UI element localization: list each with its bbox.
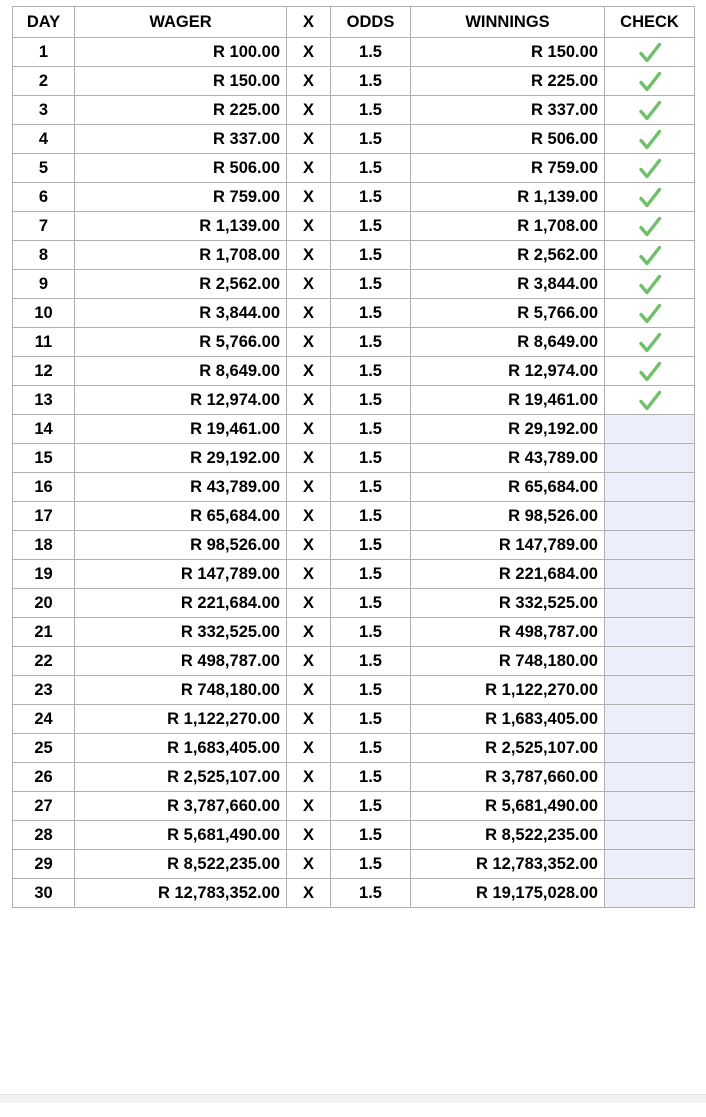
- table-row: [13, 299, 695, 328]
- cell-wager[interactable]: R 3,787,660.00: [75, 792, 287, 821]
- table-body: [13, 38, 695, 908]
- cell-winnings[interactable]: R 43,789.00: [411, 444, 605, 473]
- table-row: [13, 241, 695, 270]
- cell-check[interactable]: [605, 647, 695, 676]
- cell-multiplier[interactable]: X: [287, 125, 331, 154]
- check-mark-icon: [637, 69, 663, 95]
- cell-winnings[interactable]: R 1,122,270.00: [411, 676, 605, 705]
- bottom-shade: [0, 1095, 706, 1103]
- table-row: [13, 850, 695, 879]
- cell-odds[interactable]: 1.5: [331, 154, 411, 183]
- cell-day[interactable]: 21: [13, 618, 75, 647]
- cell-wager[interactable]: R 498,787.00: [75, 647, 287, 676]
- table-row: [13, 705, 695, 734]
- cell-odds[interactable]: 1.5: [331, 386, 411, 415]
- cell-winnings[interactable]: R 150.00: [411, 38, 605, 67]
- table-row: [13, 357, 695, 386]
- cell-odds[interactable]: 1.5: [331, 531, 411, 560]
- cell-odds[interactable]: 1.5: [331, 647, 411, 676]
- check-mark-icon: [637, 156, 663, 182]
- cell-day[interactable]: 3: [13, 96, 75, 125]
- cell-wager[interactable]: R 100.00: [75, 38, 287, 67]
- cell-winnings[interactable]: R 1,139.00: [411, 183, 605, 212]
- cell-wager[interactable]: R 221,684.00: [75, 589, 287, 618]
- table-row: [13, 879, 695, 908]
- table-row: [13, 444, 695, 473]
- cell-wager[interactable]: R 98,526.00: [75, 531, 287, 560]
- cell-check[interactable]: [605, 386, 695, 415]
- cell-day[interactable]: 10: [13, 299, 75, 328]
- cell-winnings[interactable]: R 2,562.00: [411, 241, 605, 270]
- cell-day[interactable]: 18: [13, 531, 75, 560]
- cell-check[interactable]: [605, 531, 695, 560]
- table-row: [13, 647, 695, 676]
- column-header-odds[interactable]: ODDS: [331, 7, 411, 38]
- check-mark-icon: [637, 243, 663, 269]
- cell-odds[interactable]: 1.5: [331, 850, 411, 879]
- cell-wager[interactable]: R 506.00: [75, 154, 287, 183]
- cell-day[interactable]: 27: [13, 792, 75, 821]
- cell-odds[interactable]: 1.5: [331, 792, 411, 821]
- cell-multiplier[interactable]: X: [287, 183, 331, 212]
- cell-odds[interactable]: 1.5: [331, 96, 411, 125]
- cell-odds[interactable]: 1.5: [331, 473, 411, 502]
- cell-wager[interactable]: R 225.00: [75, 96, 287, 125]
- cell-day[interactable]: 2: [13, 67, 75, 96]
- cell-wager[interactable]: R 759.00: [75, 183, 287, 212]
- cell-multiplier[interactable]: X: [287, 531, 331, 560]
- cell-wager[interactable]: R 748,180.00: [75, 676, 287, 705]
- cell-check[interactable]: [605, 792, 695, 821]
- cell-winnings[interactable]: R 98,526.00: [411, 502, 605, 531]
- cell-day[interactable]: 16: [13, 473, 75, 502]
- cell-multiplier[interactable]: X: [287, 676, 331, 705]
- cell-check[interactable]: [605, 212, 695, 241]
- cell-multiplier[interactable]: X: [287, 96, 331, 125]
- table-row: [13, 415, 695, 444]
- cell-wager[interactable]: R 1,683,405.00: [75, 734, 287, 763]
- cell-day[interactable]: 26: [13, 763, 75, 792]
- table-row: [13, 212, 695, 241]
- cell-winnings[interactable]: R 19,461.00: [411, 386, 605, 415]
- cell-multiplier[interactable]: X: [287, 357, 331, 386]
- cell-odds[interactable]: 1.5: [331, 241, 411, 270]
- cell-odds[interactable]: 1.5: [331, 589, 411, 618]
- cell-check[interactable]: [605, 734, 695, 763]
- cell-multiplier[interactable]: X: [287, 763, 331, 792]
- cell-odds[interactable]: 1.5: [331, 270, 411, 299]
- table-header-row: [13, 7, 695, 38]
- cell-day[interactable]: 23: [13, 676, 75, 705]
- cell-check[interactable]: [605, 560, 695, 589]
- cell-winnings[interactable]: R 337.00: [411, 96, 605, 125]
- cell-winnings[interactable]: R 1,683,405.00: [411, 705, 605, 734]
- cell-wager[interactable]: R 8,522,235.00: [75, 850, 287, 879]
- cell-winnings[interactable]: R 1,708.00: [411, 212, 605, 241]
- cell-day[interactable]: 5: [13, 154, 75, 183]
- cell-day[interactable]: 15: [13, 444, 75, 473]
- cell-day[interactable]: 19: [13, 560, 75, 589]
- table-row: [13, 676, 695, 705]
- cell-odds[interactable]: 1.5: [331, 38, 411, 67]
- cell-day[interactable]: 11: [13, 328, 75, 357]
- cell-day[interactable]: 4: [13, 125, 75, 154]
- cell-wager[interactable]: R 3,844.00: [75, 299, 287, 328]
- cell-winnings[interactable]: R 498,787.00: [411, 618, 605, 647]
- table-row: [13, 96, 695, 125]
- cell-winnings[interactable]: R 2,525,107.00: [411, 734, 605, 763]
- cell-multiplier[interactable]: X: [287, 241, 331, 270]
- cell-check[interactable]: [605, 270, 695, 299]
- column-header-x[interactable]: X: [287, 7, 331, 38]
- check-mark-icon: [637, 272, 663, 298]
- cell-wager[interactable]: R 1,708.00: [75, 241, 287, 270]
- cell-wager[interactable]: R 19,461.00: [75, 415, 287, 444]
- cell-multiplier[interactable]: X: [287, 328, 331, 357]
- cell-winnings[interactable]: R 5,681,490.00: [411, 792, 605, 821]
- cell-multiplier[interactable]: X: [287, 38, 331, 67]
- cell-multiplier[interactable]: X: [287, 705, 331, 734]
- cell-check[interactable]: [605, 618, 695, 647]
- cell-wager[interactable]: R 147,789.00: [75, 560, 287, 589]
- cell-wager[interactable]: R 65,684.00: [75, 502, 287, 531]
- cell-odds[interactable]: 1.5: [331, 444, 411, 473]
- cell-odds[interactable]: 1.5: [331, 328, 411, 357]
- cell-winnings[interactable]: R 225.00: [411, 67, 605, 96]
- cell-check[interactable]: [605, 589, 695, 618]
- cell-winnings[interactable]: R 12,974.00: [411, 357, 605, 386]
- cell-multiplier[interactable]: X: [287, 792, 331, 821]
- cell-wager[interactable]: R 150.00: [75, 67, 287, 96]
- cell-multiplier[interactable]: X: [287, 444, 331, 473]
- cell-day[interactable]: 17: [13, 502, 75, 531]
- cell-day[interactable]: 6: [13, 183, 75, 212]
- cell-winnings[interactable]: R 332,525.00: [411, 589, 605, 618]
- cell-day[interactable]: 24: [13, 705, 75, 734]
- cell-multiplier[interactable]: X: [287, 850, 331, 879]
- table-row: [13, 38, 695, 67]
- cell-day[interactable]: 29: [13, 850, 75, 879]
- cell-odds[interactable]: 1.5: [331, 212, 411, 241]
- cell-odds[interactable]: 1.5: [331, 502, 411, 531]
- cell-multiplier[interactable]: X: [287, 154, 331, 183]
- cell-day[interactable]: 30: [13, 879, 75, 908]
- cell-day[interactable]: 9: [13, 270, 75, 299]
- cell-odds[interactable]: 1.5: [331, 734, 411, 763]
- cell-winnings[interactable]: R 19,175,028.00: [411, 879, 605, 908]
- cell-check[interactable]: [605, 183, 695, 212]
- cell-multiplier[interactable]: X: [287, 618, 331, 647]
- check-mark-icon: [637, 359, 663, 385]
- cell-odds[interactable]: 1.5: [331, 415, 411, 444]
- check-mark-icon: [637, 127, 663, 153]
- cell-wager[interactable]: R 12,974.00: [75, 386, 287, 415]
- cell-multiplier[interactable]: X: [287, 473, 331, 502]
- cell-wager[interactable]: R 5,681,490.00: [75, 821, 287, 850]
- check-mark-icon: [637, 98, 663, 124]
- cell-multiplier[interactable]: X: [287, 270, 331, 299]
- column-header-wager[interactable]: WAGER: [75, 7, 287, 38]
- cell-odds[interactable]: 1.5: [331, 299, 411, 328]
- cell-check[interactable]: [605, 125, 695, 154]
- cell-check[interactable]: [605, 763, 695, 792]
- table-row: [13, 792, 695, 821]
- check-mark-icon: [637, 40, 663, 66]
- column-header-day[interactable]: DAY: [13, 7, 75, 38]
- cell-check[interactable]: [605, 879, 695, 908]
- cell-check[interactable]: [605, 357, 695, 386]
- cell-wager[interactable]: R 29,192.00: [75, 444, 287, 473]
- cell-check[interactable]: [605, 96, 695, 125]
- cell-odds[interactable]: 1.5: [331, 357, 411, 386]
- sheet-bottom-bar: [0, 1094, 706, 1117]
- cell-check[interactable]: [605, 328, 695, 357]
- cell-winnings[interactable]: R 748,180.00: [411, 647, 605, 676]
- cell-odds[interactable]: 1.5: [331, 879, 411, 908]
- wager-progression-table: [12, 6, 695, 908]
- cell-day[interactable]: 25: [13, 734, 75, 763]
- cell-odds[interactable]: 1.5: [331, 763, 411, 792]
- cell-odds[interactable]: 1.5: [331, 821, 411, 850]
- table-row: [13, 154, 695, 183]
- cell-check[interactable]: [605, 473, 695, 502]
- cell-multiplier[interactable]: X: [287, 647, 331, 676]
- cell-winnings[interactable]: R 5,766.00: [411, 299, 605, 328]
- cell-winnings[interactable]: R 147,789.00: [411, 531, 605, 560]
- cell-wager[interactable]: R 2,562.00: [75, 270, 287, 299]
- check-mark-icon: [637, 388, 663, 414]
- table-row: [13, 560, 695, 589]
- cell-day[interactable]: 8: [13, 241, 75, 270]
- cell-multiplier[interactable]: X: [287, 879, 331, 908]
- cell-check[interactable]: [605, 821, 695, 850]
- table-row: [13, 734, 695, 763]
- cell-winnings[interactable]: R 759.00: [411, 154, 605, 183]
- cell-check[interactable]: [605, 415, 695, 444]
- cell-day[interactable]: 14: [13, 415, 75, 444]
- cell-odds[interactable]: 1.5: [331, 560, 411, 589]
- cell-multiplier[interactable]: X: [287, 589, 331, 618]
- cell-winnings[interactable]: R 12,783,352.00: [411, 850, 605, 879]
- cell-multiplier[interactable]: X: [287, 734, 331, 763]
- cell-check[interactable]: [605, 38, 695, 67]
- cell-multiplier[interactable]: X: [287, 821, 331, 850]
- cell-multiplier[interactable]: X: [287, 212, 331, 241]
- table-row: [13, 618, 695, 647]
- cell-check[interactable]: [605, 299, 695, 328]
- check-mark-icon: [637, 301, 663, 327]
- cell-multiplier[interactable]: X: [287, 67, 331, 96]
- cell-check[interactable]: [605, 850, 695, 879]
- cell-check[interactable]: [605, 241, 695, 270]
- cell-multiplier[interactable]: X: [287, 299, 331, 328]
- column-header-check[interactable]: CHECK: [605, 7, 695, 38]
- check-mark-icon: [637, 185, 663, 211]
- cell-wager[interactable]: R 337.00: [75, 125, 287, 154]
- cell-check[interactable]: [605, 705, 695, 734]
- table-row: [13, 328, 695, 357]
- table-row: [13, 125, 695, 154]
- cell-day[interactable]: 22: [13, 647, 75, 676]
- cell-odds[interactable]: 1.5: [331, 676, 411, 705]
- column-header-winnings[interactable]: WINNINGS: [411, 7, 605, 38]
- cell-multiplier[interactable]: X: [287, 560, 331, 589]
- cell-check[interactable]: [605, 154, 695, 183]
- table-row: [13, 183, 695, 212]
- cell-day[interactable]: 7: [13, 212, 75, 241]
- cell-winnings[interactable]: R 3,844.00: [411, 270, 605, 299]
- cell-day[interactable]: 1: [13, 38, 75, 67]
- cell-wager[interactable]: R 8,649.00: [75, 357, 287, 386]
- cell-winnings[interactable]: R 3,787,660.00: [411, 763, 605, 792]
- table-row: [13, 531, 695, 560]
- table-row: [13, 67, 695, 96]
- cell-odds[interactable]: 1.5: [331, 125, 411, 154]
- table-row: [13, 821, 695, 850]
- cell-wager[interactable]: R 12,783,352.00: [75, 879, 287, 908]
- cell-winnings[interactable]: R 29,192.00: [411, 415, 605, 444]
- check-mark-icon: [637, 214, 663, 240]
- cell-odds[interactable]: 1.5: [331, 183, 411, 212]
- cell-odds[interactable]: 1.5: [331, 618, 411, 647]
- cell-check[interactable]: [605, 444, 695, 473]
- table-row: [13, 386, 695, 415]
- table-row: [13, 270, 695, 299]
- cell-day[interactable]: 20: [13, 589, 75, 618]
- table-row: [13, 589, 695, 618]
- table-row: [13, 763, 695, 792]
- cell-odds[interactable]: 1.5: [331, 705, 411, 734]
- table-row: [13, 473, 695, 502]
- cell-wager[interactable]: R 332,525.00: [75, 618, 287, 647]
- cell-wager[interactable]: R 2,525,107.00: [75, 763, 287, 792]
- table-row: [13, 502, 695, 531]
- check-mark-icon: [637, 330, 663, 356]
- cell-check[interactable]: [605, 502, 695, 531]
- cell-wager[interactable]: R 1,122,270.00: [75, 705, 287, 734]
- cell-winnings[interactable]: R 65,684.00: [411, 473, 605, 502]
- cell-check[interactable]: [605, 676, 695, 705]
- cell-multiplier[interactable]: X: [287, 415, 331, 444]
- cell-day[interactable]: 12: [13, 357, 75, 386]
- cell-odds[interactable]: 1.5: [331, 67, 411, 96]
- cell-wager[interactable]: R 43,789.00: [75, 473, 287, 502]
- cell-multiplier[interactable]: X: [287, 386, 331, 415]
- cell-winnings[interactable]: R 221,684.00: [411, 560, 605, 589]
- table-header: [13, 7, 695, 38]
- cell-day[interactable]: 13: [13, 386, 75, 415]
- cell-multiplier[interactable]: X: [287, 502, 331, 531]
- cell-winnings[interactable]: R 506.00: [411, 125, 605, 154]
- cell-wager[interactable]: R 5,766.00: [75, 328, 287, 357]
- cell-winnings[interactable]: R 8,649.00: [411, 328, 605, 357]
- cell-winnings[interactable]: R 8,522,235.00: [411, 821, 605, 850]
- cell-day[interactable]: 28: [13, 821, 75, 850]
- cell-wager[interactable]: R 1,139.00: [75, 212, 287, 241]
- cell-check[interactable]: [605, 67, 695, 96]
